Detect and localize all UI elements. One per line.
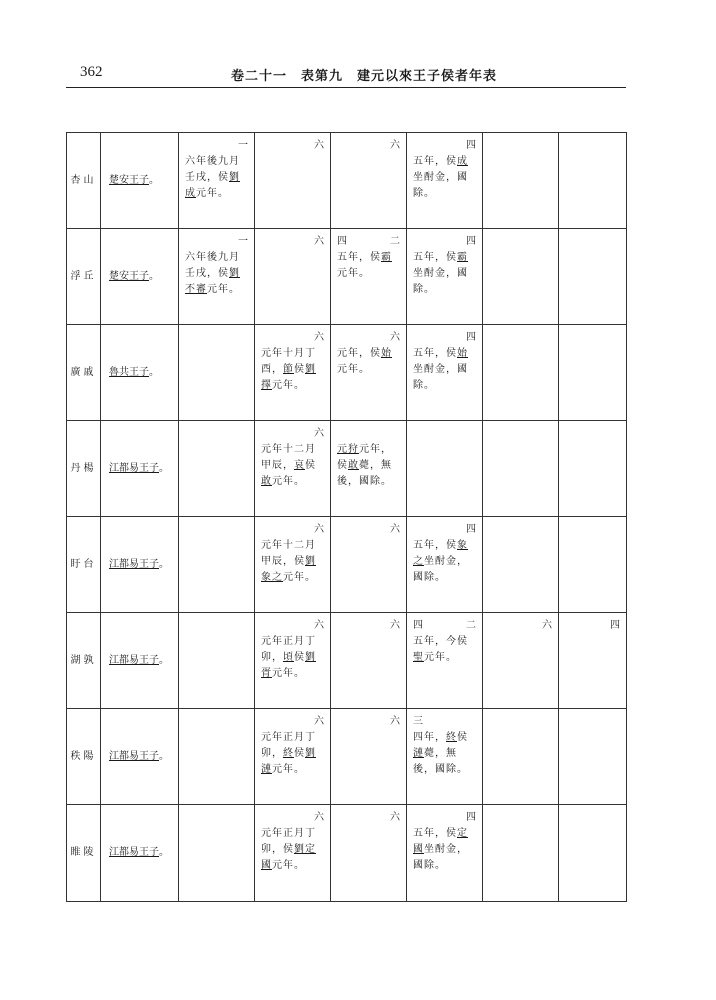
period-cell	[559, 517, 627, 613]
origin-text: 江都易王子。	[109, 847, 169, 858]
period-cell	[483, 805, 559, 902]
place-name: 秩陽	[67, 709, 101, 805]
year-count: 六	[390, 332, 400, 343]
period-cell	[559, 805, 627, 902]
period-cell	[179, 517, 255, 613]
period-cell	[255, 517, 331, 613]
entry-text: 五年，侯霸元年。	[337, 252, 392, 279]
page-header	[66, 64, 626, 86]
period-cell	[331, 325, 407, 421]
period-cell	[255, 229, 331, 325]
entry-text: 元年十二月甲辰，哀侯敢元年。	[261, 444, 316, 487]
entry-text: 元年正月丁卯，終侯劉漣元年。	[261, 732, 316, 775]
year-count: 六	[314, 716, 324, 727]
table-row	[67, 613, 627, 709]
year-count	[489, 330, 552, 346]
year-count: 四	[466, 236, 476, 247]
year-count: 四	[466, 812, 476, 823]
table-row	[67, 133, 627, 229]
entry-text: 五年，侯始坐酎金，國除。	[413, 348, 468, 391]
year-count	[185, 426, 248, 442]
year-count: 六	[390, 620, 400, 631]
year-count-left: 四	[337, 236, 347, 247]
year-count: 六	[390, 140, 400, 151]
place-name: 睢陵	[67, 805, 101, 902]
year-count: 四	[610, 620, 620, 631]
entry-text: 六年後九月壬戌，侯劉成元年。	[185, 156, 240, 199]
origin-text: 楚安王子。	[109, 270, 159, 282]
period-cell	[331, 229, 407, 325]
year-count: 六	[314, 236, 324, 247]
entry-text: 五年，今侯聖元年。	[413, 636, 468, 663]
place-name: 丹楊	[67, 421, 101, 517]
entry-text: 五年，侯成坐酎金，國除。	[413, 156, 468, 199]
year-count	[489, 810, 552, 826]
year-count	[565, 810, 620, 826]
year-count	[185, 714, 248, 730]
period-cell	[483, 709, 559, 805]
entry-text: 元狩元年，侯敢薨，無後，國除。	[337, 444, 392, 487]
year-count-left: 三	[413, 716, 423, 727]
year-count: 六	[390, 524, 400, 535]
origin-text: 楚安王子。	[109, 174, 159, 186]
period-cell	[407, 325, 483, 421]
lineage-origin	[101, 709, 179, 805]
table-row	[67, 805, 627, 902]
table-row	[67, 421, 627, 517]
year-count: 四	[466, 524, 476, 535]
entry-text: 元年十月丁酉，節侯劉擇元年。	[261, 348, 316, 391]
entry-text: 五年，侯霸坐酎金，國除。	[413, 252, 468, 295]
page-number: 362	[80, 64, 103, 80]
period-cell	[331, 421, 407, 517]
period-cell	[407, 709, 483, 805]
period-cell	[407, 613, 483, 709]
year-count: 二	[390, 236, 400, 247]
year-count: 四	[466, 332, 476, 343]
year-count: 六	[314, 140, 324, 151]
lineage-origin	[101, 229, 179, 325]
period-cell	[407, 517, 483, 613]
year-count: 六	[390, 812, 400, 823]
year-count	[565, 714, 620, 730]
period-cell	[331, 517, 407, 613]
year-count: 一	[238, 236, 248, 247]
table-row	[67, 517, 627, 613]
origin-text: 魯共王子。	[109, 366, 159, 378]
year-count	[185, 330, 248, 346]
origin-text: 江都易王子。	[109, 462, 169, 474]
period-cell	[179, 325, 255, 421]
year-count	[565, 138, 620, 154]
table-row	[67, 229, 627, 325]
period-cell	[483, 133, 559, 229]
year-count	[489, 234, 552, 250]
year-count	[489, 426, 552, 442]
period-cell	[407, 805, 483, 902]
period-cell	[179, 133, 255, 229]
lineage-origin	[101, 325, 179, 421]
year-count: 二	[466, 620, 476, 631]
year-count	[565, 522, 620, 538]
year-count-left: 四	[413, 620, 423, 631]
year-count: 一	[238, 140, 248, 151]
table-row	[67, 709, 627, 805]
period-cell	[483, 517, 559, 613]
period-cell	[483, 229, 559, 325]
lineage-origin	[101, 613, 179, 709]
period-cell	[559, 421, 627, 517]
year-count: 六	[390, 716, 400, 727]
entry-text: 元年十二月甲辰，侯劉象之元年。	[261, 540, 316, 583]
period-cell	[255, 805, 331, 902]
entry-text: 五年，侯定國坐酎金，國除。	[413, 828, 468, 871]
year-count	[185, 618, 248, 634]
running-title: 卷二十一 表第九 建元以來王子侯者年表	[231, 69, 498, 84]
period-cell	[559, 613, 627, 709]
lineage-origin	[101, 805, 179, 902]
period-cell	[559, 709, 627, 805]
year-count	[185, 522, 248, 538]
entry-text: 五年，侯象之坐酎金，國除。	[413, 540, 468, 583]
year-count: 六	[542, 620, 552, 631]
period-cell	[483, 325, 559, 421]
header-rule	[66, 87, 626, 88]
year-count	[489, 522, 552, 538]
lineage-origin	[101, 133, 179, 229]
period-cell	[255, 613, 331, 709]
year-count: 六	[314, 812, 324, 823]
year-count	[337, 426, 400, 442]
entry-text: 元年正月丁卯，侯劉定國元年。	[261, 828, 316, 871]
year-count: 六	[314, 524, 324, 535]
year-count: 六	[314, 332, 324, 343]
period-cell	[179, 229, 255, 325]
origin-text: 江都易王子。	[109, 750, 169, 762]
period-cell	[559, 325, 627, 421]
place-name: 湖孰	[67, 613, 101, 709]
entry-text: 元年，侯始元年。	[337, 348, 392, 375]
place-name: 廣戚	[67, 325, 101, 421]
entry-text: 六年後九月壬戌，侯劉不審元年。	[185, 252, 240, 295]
period-cell	[483, 613, 559, 709]
lineage-origin	[101, 421, 179, 517]
year-count	[185, 810, 248, 826]
year-count	[413, 426, 476, 442]
period-cell	[331, 805, 407, 902]
entry-text: 四年，終侯漣薨，無後，國除。	[413, 732, 468, 775]
period-cell	[179, 805, 255, 902]
year-count	[489, 138, 552, 154]
table-row	[67, 325, 627, 421]
year-count: 六	[314, 620, 324, 631]
year-count	[565, 234, 620, 250]
year-count	[565, 426, 620, 442]
origin-text: 江都易王子。	[109, 654, 169, 666]
period-cell	[255, 325, 331, 421]
genealogy-table	[66, 132, 627, 902]
period-cell	[255, 421, 331, 517]
year-count: 四	[466, 140, 476, 151]
entry-text: 元年正月丁卯，頃侯劉胥元年。	[261, 636, 316, 679]
place-name: 浮丘	[67, 229, 101, 325]
period-cell	[331, 133, 407, 229]
place-name: 杏山	[67, 133, 101, 229]
period-cell	[255, 133, 331, 229]
year-count: 六	[314, 428, 324, 439]
period-cell	[483, 421, 559, 517]
period-cell	[407, 421, 483, 517]
period-cell	[407, 229, 483, 325]
period-cell	[179, 613, 255, 709]
period-cell	[255, 709, 331, 805]
period-cell	[559, 229, 627, 325]
origin-text: 江都易王子。	[109, 558, 169, 570]
period-cell	[179, 421, 255, 517]
year-count	[489, 714, 552, 730]
period-cell	[407, 133, 483, 229]
place-name: 盱台	[67, 517, 101, 613]
period-cell	[331, 613, 407, 709]
period-cell	[179, 709, 255, 805]
period-cell	[559, 133, 627, 229]
lineage-origin	[101, 517, 179, 613]
year-count	[565, 330, 620, 346]
period-cell	[331, 709, 407, 805]
